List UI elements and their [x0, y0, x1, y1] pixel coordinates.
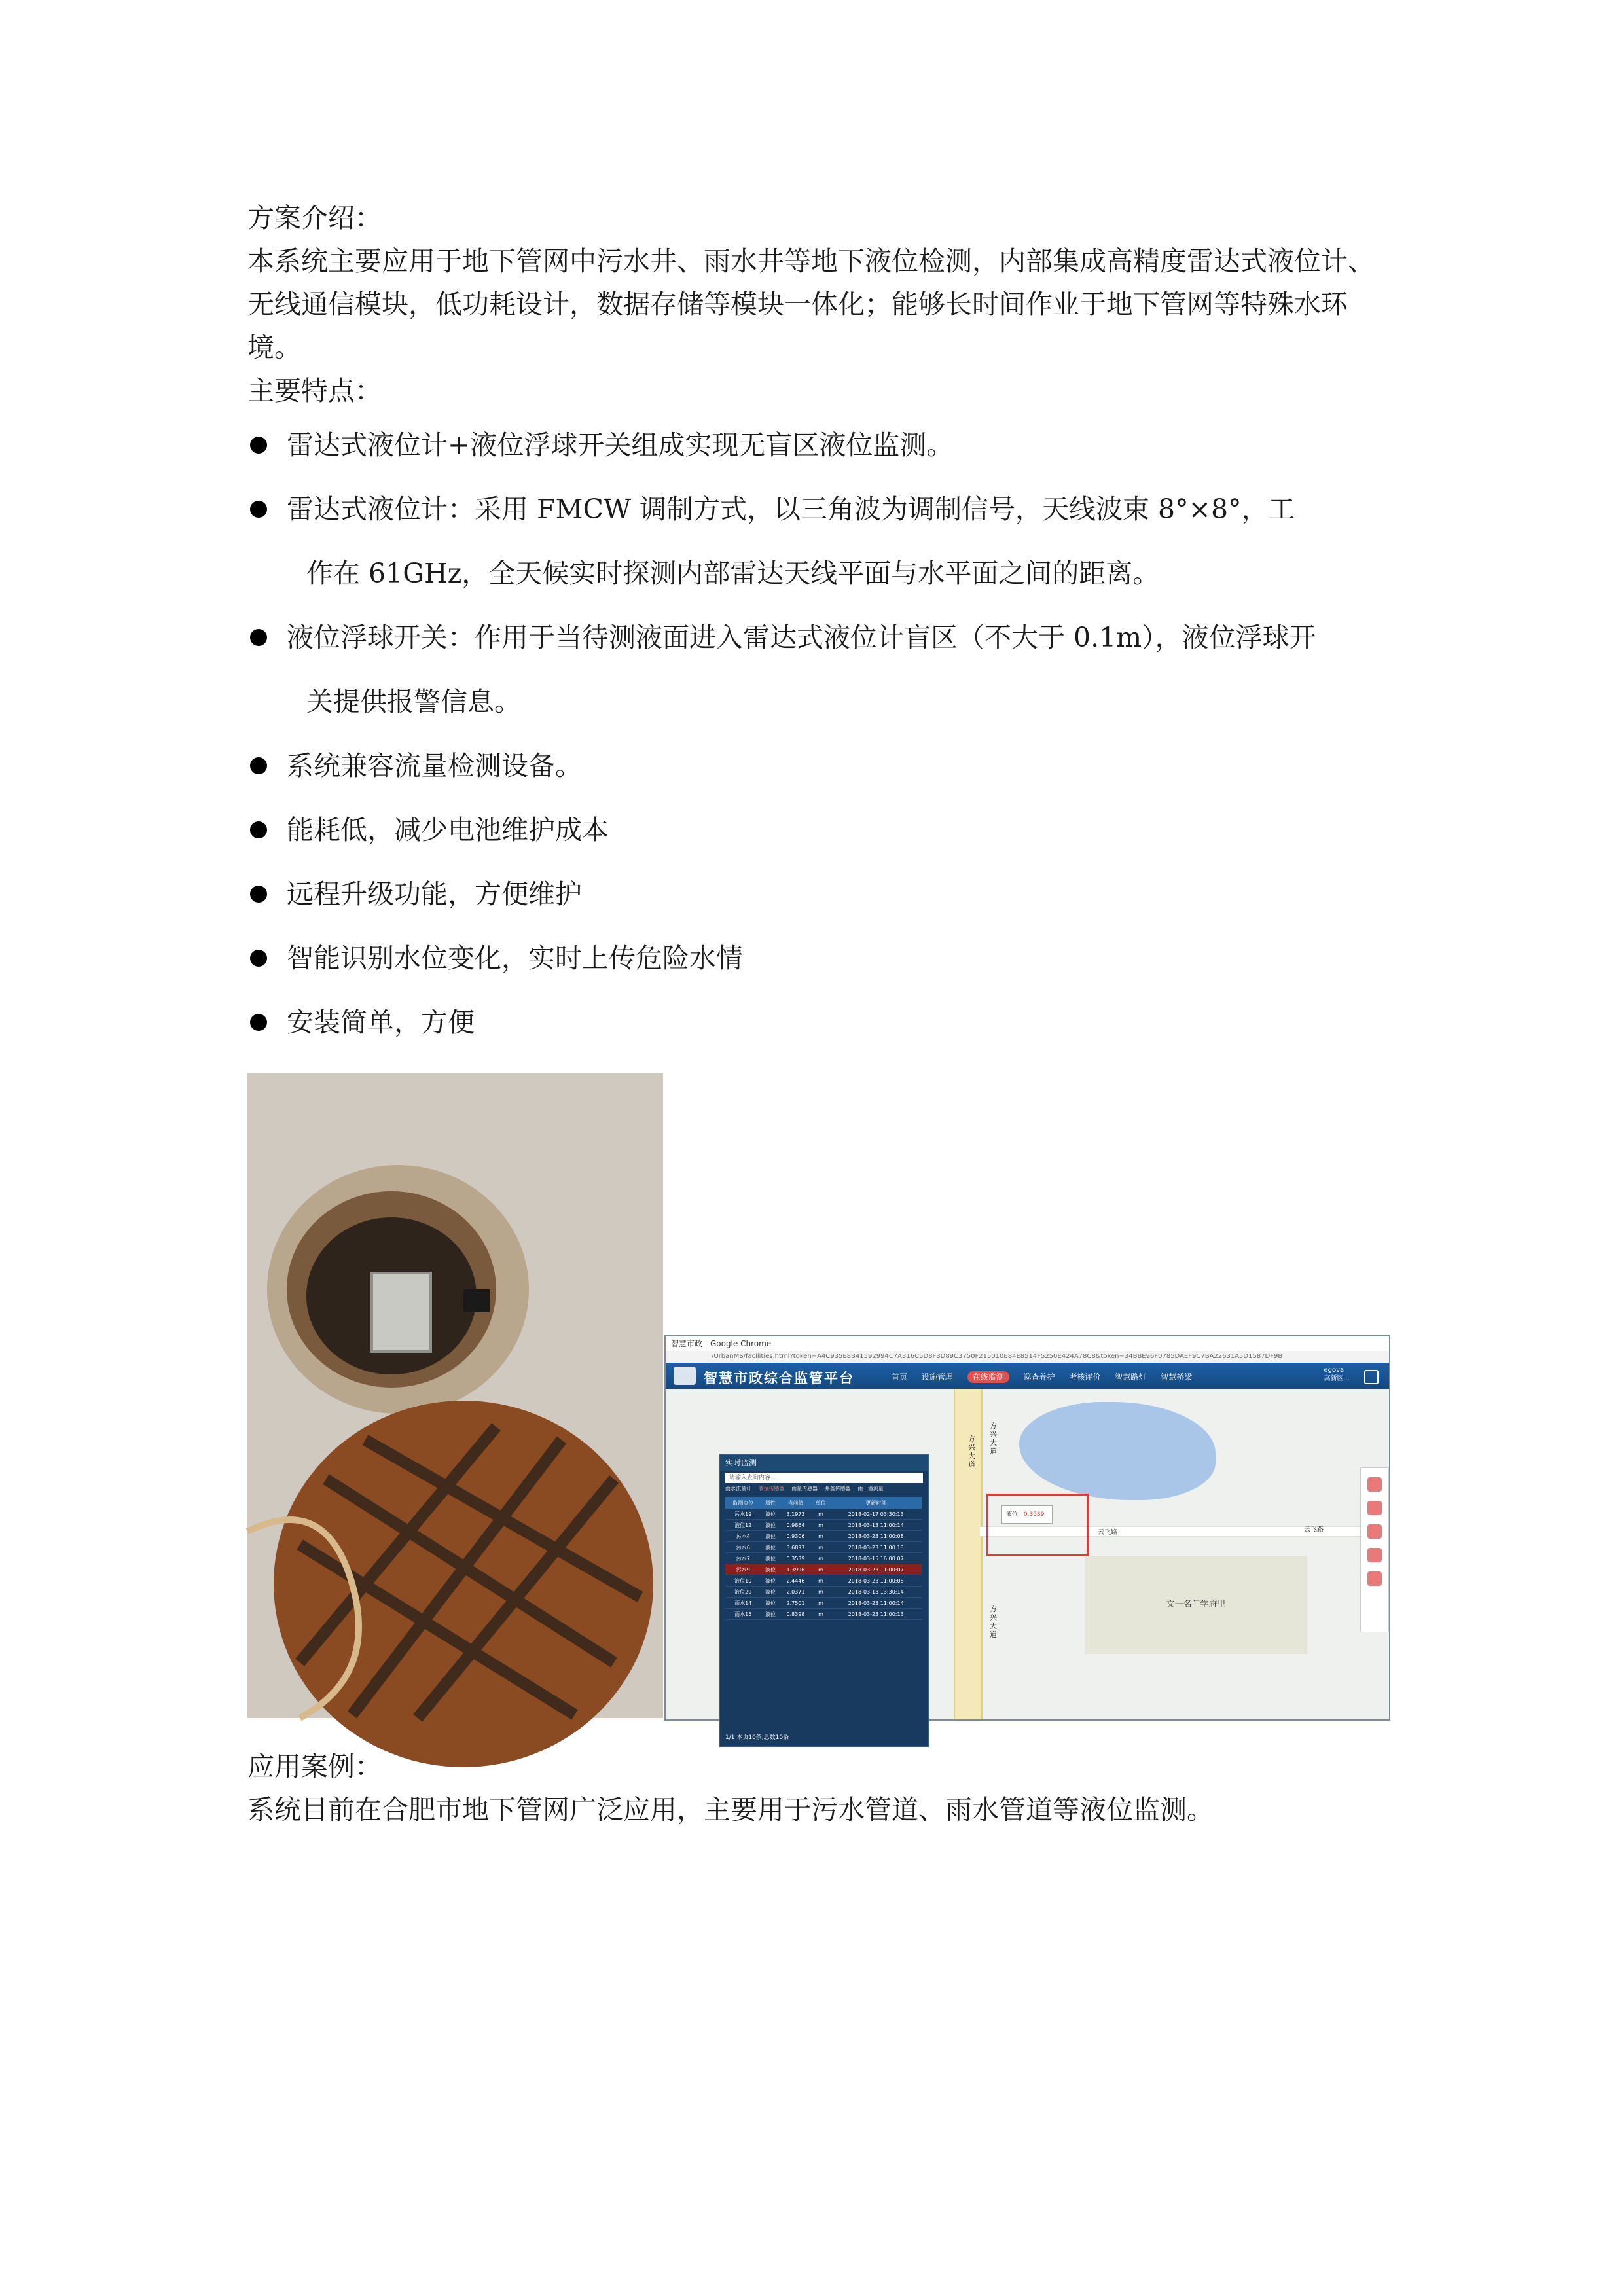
table-cell: 液位29 — [725, 1587, 761, 1598]
table-row[interactable] — [725, 1553, 922, 1564]
tab-level-sensor[interactable]: 液位传感器 — [758, 1486, 785, 1492]
table-cell: 3.1973 — [780, 1509, 811, 1520]
feature-item: 远程升级功能，方便维护 — [247, 862, 1399, 926]
manhole-photo — [247, 1073, 663, 1718]
table-cell: 2.4446 — [780, 1575, 811, 1587]
table-cell: 2018-03-15 16:00:07 — [830, 1553, 922, 1564]
col-header[interactable]: 监测点位 — [725, 1497, 761, 1509]
intro-body: 本系统主要应用于地下管网中污水井、雨水井等地下液位检测，内部集成高精度雷达式液位计、无线通信模块，低功耗设计，数据存储等模块一体化；能够长时间作业于地下管网等特殊水环境。 — [247, 245, 1375, 363]
table-row[interactable] — [725, 1520, 922, 1531]
tab-rain-flow[interactable]: 雨水流量计 — [725, 1486, 751, 1492]
table-cell: m — [812, 1520, 831, 1531]
address-bar[interactable]: /UrbanMS/facilities.html?token=A4C935E8B41592994C7A316C5D8F3D89C3750F215010E84E8514F5250E424A78C8&token=34BBE96F0785DAEF9C7BA22631A5D1587DF9B — [666, 1351, 1389, 1363]
nav-home[interactable]: 首页 — [892, 1372, 908, 1382]
realtime-monitoring-panel — [719, 1454, 929, 1747]
feature-item: 安装简单，方便 — [247, 990, 1399, 1054]
table-cell: m — [812, 1575, 831, 1587]
table-cell: 3.6897 — [780, 1542, 811, 1553]
table-row[interactable] — [725, 1542, 922, 1553]
nav-facilities[interactable]: 设施管理 — [921, 1372, 953, 1382]
table-cell: 液位 — [761, 1609, 780, 1620]
table-cell: 污水6 — [725, 1542, 761, 1553]
feature-item: 系统兼容流量检测设备。 — [247, 734, 1399, 798]
table-row[interactable] — [725, 1598, 922, 1609]
nav-streetlights[interactable]: 智慧路灯 — [1115, 1372, 1147, 1382]
logout-icon[interactable] — [1364, 1370, 1379, 1384]
expand-icon[interactable] — [1367, 1571, 1382, 1586]
table-row[interactable] — [725, 1609, 922, 1620]
cases-heading: 应用案例： — [247, 1751, 382, 1782]
settings-icon[interactable] — [1367, 1548, 1382, 1562]
monitoring-screenshot — [664, 1335, 1390, 1741]
nav-evaluation[interactable]: 考核评价 — [1069, 1372, 1101, 1382]
table-cell: 2018-03-13 11:00:14 — [830, 1520, 922, 1531]
table-cell: 液位12 — [725, 1520, 761, 1531]
feature-item: 雷达式液位计：采用 FMCW 调制方式，以三角波为调制信号，天线波束 8°×8°，工 作在 61GHz，全天候实时探测内部雷达天线平面与水平面之间的距离。 — [247, 477, 1399, 605]
table-cell: 液位 — [761, 1542, 780, 1553]
feature-list — [247, 413, 1399, 1054]
map-highlight-box — [986, 1494, 1089, 1556]
table-body — [725, 1509, 922, 1620]
table-cell: m — [812, 1564, 831, 1575]
table-cell: 液位10 — [725, 1575, 761, 1587]
history-icon[interactable] — [1367, 1501, 1382, 1515]
table-row[interactable] — [725, 1575, 922, 1587]
app-title: 智慧市政综合监管平台 — [704, 1371, 854, 1386]
table-cell: 液位 — [761, 1509, 780, 1520]
pager-info: 1/1 本页10条,总数10条 — [725, 1734, 789, 1741]
table-cell: m — [812, 1542, 831, 1553]
map-view[interactable] — [666, 1389, 1389, 1741]
nav-online-monitoring[interactable]: 在线监测 — [967, 1371, 1009, 1383]
map-building-label: 文一名门学府里 — [1085, 1556, 1307, 1654]
manhole-illustration — [247, 1073, 663, 1718]
browser-titlebar: 智慧市政 - Google Chrome — [666, 1336, 1389, 1352]
table-cell: 雨水14 — [725, 1598, 761, 1609]
table-cell: 2018-03-23 11:00:08 — [830, 1531, 922, 1542]
level-popup[interactable] — [1001, 1505, 1053, 1524]
side-toolbar — [1360, 1467, 1389, 1632]
main-nav — [892, 1371, 1204, 1382]
logo-icon — [674, 1367, 696, 1385]
table-cell: 2018-03-13 13:30:14 — [830, 1587, 922, 1598]
table-cell: m — [812, 1531, 831, 1542]
road-label: 云飞路 — [1304, 1526, 1324, 1534]
table-cell: 污水9 — [725, 1564, 761, 1575]
table-cell: 2018-03-23 11:00:08 — [830, 1575, 922, 1587]
monitoring-table — [725, 1497, 922, 1620]
popup-label: 液位 — [1006, 1511, 1019, 1518]
popup-value: 0.3539 — [1023, 1511, 1045, 1518]
table-cell: 液位 — [761, 1587, 780, 1598]
road-label: 方兴大道 — [968, 1435, 975, 1469]
nav-inspection[interactable]: 巡查养护 — [1023, 1372, 1055, 1382]
table-cell: 2018-03-23 11:00:07 — [830, 1564, 922, 1575]
panel-title: 实时监测 — [720, 1455, 928, 1471]
table-cell: 液位 — [761, 1553, 780, 1564]
panel-tabs — [725, 1485, 923, 1494]
table-cell: 液位 — [761, 1520, 780, 1531]
road-label: 方兴大道 — [990, 1422, 997, 1456]
nav-bridges[interactable]: 智慧桥梁 — [1161, 1372, 1193, 1382]
user-info[interactable] — [1324, 1366, 1350, 1383]
table-cell: 2018-02-17 03:30:13 — [830, 1509, 922, 1520]
table-cell: 污水4 — [725, 1531, 761, 1542]
table-cell: 液位 — [761, 1575, 780, 1587]
table-cell: m — [812, 1587, 831, 1598]
table-row[interactable] — [725, 1509, 922, 1520]
map-lake — [1019, 1402, 1216, 1500]
intro-heading: 方案介绍： — [247, 202, 382, 234]
feature-item: 雷达式液位计+液位浮球开关组成实现无盲区液位监测。 — [247, 413, 1399, 477]
feature-item: 能耗低，减少电池维护成本 — [247, 798, 1399, 862]
app-header — [666, 1363, 1389, 1389]
tab-cover-sensor[interactable]: 井盖传感器 — [824, 1486, 851, 1492]
table-row[interactable] — [725, 1564, 922, 1575]
features-heading: 主要特点： — [247, 375, 382, 406]
table-cell: m — [812, 1598, 831, 1609]
table-cell: 0.9864 — [780, 1520, 811, 1531]
table-cell: 2.7501 — [780, 1598, 811, 1609]
road-label: 云飞路 — [1098, 1529, 1117, 1536]
table-cell: 污水7 — [725, 1553, 761, 1564]
tab-overflow[interactable]: 雨...溢流量 — [857, 1486, 884, 1492]
table-row[interactable] — [725, 1531, 922, 1542]
table-cell: m — [812, 1509, 831, 1520]
feature-item: 智能识别水位变化，实时上传危险水情 — [247, 926, 1399, 990]
table-cell: 液位 — [761, 1598, 780, 1609]
panel-search-input[interactable]: 请输入查询内容... — [725, 1473, 923, 1483]
table-cell: 雨水15 — [725, 1609, 761, 1620]
alarm-icon[interactable] — [1367, 1524, 1382, 1539]
col-header[interactable]: 单位 — [812, 1497, 831, 1509]
table-cell: 0.9306 — [780, 1531, 811, 1542]
table-cell: 0.3539 — [780, 1553, 811, 1564]
tab-rain-gauge[interactable]: 雨量传感器 — [791, 1486, 818, 1492]
table-cell: 0.8398 — [780, 1609, 811, 1620]
feature-item: 液位浮球开关：作用于当待测液面进入雷达式液位计盲区（不大于 0.1m），液位浮球开 关提供报警信息。 — [247, 605, 1399, 734]
table-cell: m — [812, 1609, 831, 1620]
road-label: 方兴大道 — [990, 1605, 997, 1639]
table-cell: 2018-03-23 11:00:14 — [830, 1598, 922, 1609]
table-cell: 2018-03-23 11:00:13 — [830, 1609, 922, 1620]
realtime-icon[interactable] — [1367, 1477, 1382, 1492]
table-cell: 2018-03-23 11:00:13 — [830, 1542, 922, 1553]
user-role: 高新区... — [1324, 1375, 1350, 1382]
table-cell: 2.0371 — [780, 1587, 811, 1598]
table-cell: 1.3996 — [780, 1564, 811, 1575]
table-cell: m — [812, 1553, 831, 1564]
table-row[interactable] — [725, 1587, 922, 1598]
table-cell: 液位 — [761, 1564, 780, 1575]
table-cell: 污水19 — [725, 1509, 761, 1520]
cases-body: 系统目前在合肥市地下管网广泛应用，主要用于污水管道、雨水管道等液位监测。 — [247, 1794, 1214, 1825]
col-header[interactable]: 属性 — [761, 1497, 780, 1509]
user-name: egova — [1324, 1367, 1344, 1374]
col-header[interactable]: 当前值 — [780, 1497, 811, 1509]
table-cell: 液位 — [761, 1531, 780, 1542]
col-header[interactable]: 更新时间 — [830, 1497, 922, 1509]
table-header-row — [725, 1497, 922, 1509]
